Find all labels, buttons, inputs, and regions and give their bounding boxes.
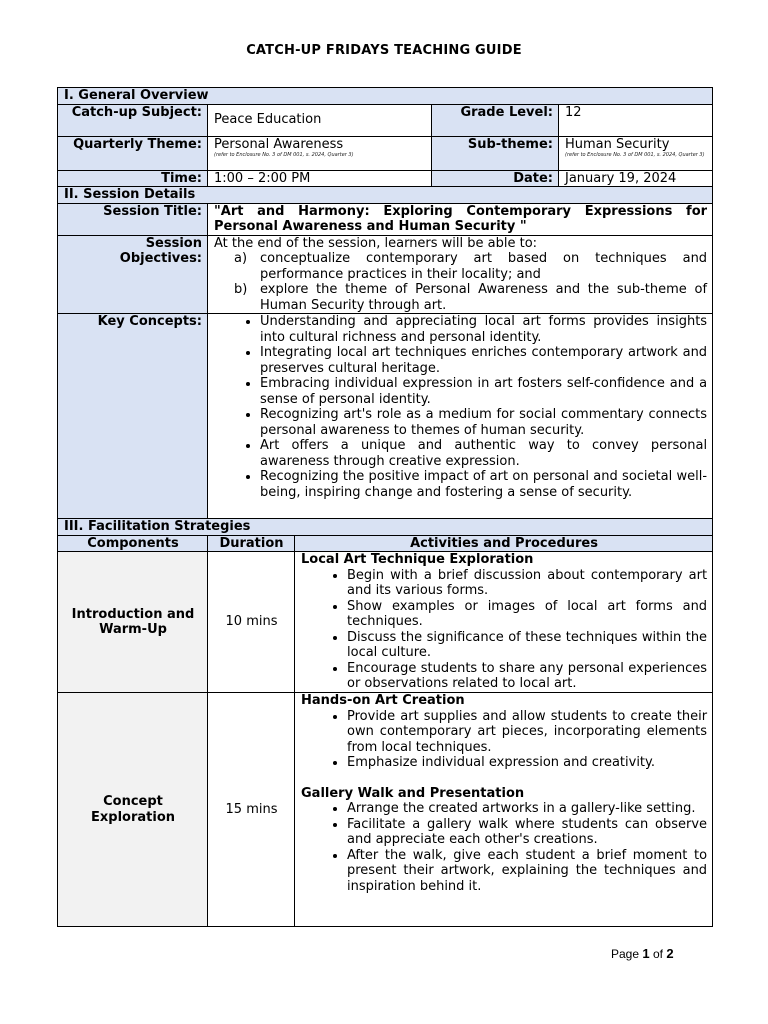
activity-item: • After the walk, give each student a brief moment to present their artwork, explaining the techniques and inspiration behind it.	[347, 848, 707, 895]
subtheme-cell	[559, 136, 713, 170]
section-facilitation: III. Facilitation Strategies	[58, 519, 713, 536]
col-activities: Activities and Procedures	[295, 535, 713, 552]
objective-item: b) explore the theme of Personal Awareness and the sub-theme of Human Security through art.	[234, 282, 708, 313]
time-label: Time:	[58, 170, 208, 187]
key-concepts-list	[214, 314, 707, 500]
theme-reference: (refer to Enclosure No. 3 of DM 001, s. 2024, Quarter 3)	[214, 152, 354, 158]
objectives-cell	[208, 235, 713, 314]
subject-label: Catch-up Subject:	[58, 104, 208, 136]
section-general-overview: I. General Overview	[58, 88, 713, 105]
key-concept-item: • Recognizing the positive impact of art on personal and societal well-being, inspiring change and fostering a sense of security.	[260, 469, 707, 500]
date-value: January 19, 2024	[559, 170, 713, 187]
activities-concept-exploration	[295, 693, 713, 927]
activities-introduction	[295, 552, 713, 693]
activity-item: • Provide art supplies and allow students to create their own contemporary art pieces, incorporating elements from local techniques.	[347, 709, 707, 756]
teaching-guide-table	[57, 87, 713, 927]
subtheme-reference: (refer to Enclosure No. 3 of DM 001, s. 2024, Quarter 3)	[565, 152, 705, 158]
key-concepts-label: Key Concepts:	[58, 314, 208, 519]
activity-item: • Show examples or images of local art forms and techniques.	[347, 599, 707, 630]
key-concept-item: • Recognizing art's role as a medium for social commentary connects personal awareness to themes of human security.	[260, 407, 707, 438]
page-total: 2	[666, 946, 674, 961]
component-concept-exploration: Concept Exploration	[58, 693, 208, 927]
activity-item: • Begin with a brief discussion about contemporary art and its various forms.	[347, 568, 707, 599]
key-concept-item: • Art offers a unique and authentic way to convey personal awareness through creative expression.	[260, 438, 707, 469]
date-label: Date:	[432, 170, 559, 187]
duration-concept-exploration: 15 mins	[208, 693, 295, 927]
key-concept-item: • Integrating local art techniques enriches contemporary artwork and preserves cultural heritage.	[260, 345, 707, 376]
activity-item: • Emphasize individual expression and creativity.	[347, 755, 707, 771]
activity-list	[301, 801, 707, 894]
session-title-value: "Art and Harmony: Exploring Contemporary Expressions for Personal Awareness and Human Security "	[208, 203, 713, 235]
theme-value: Personal Awareness	[214, 136, 344, 152]
activity-item: • Facilitate a gallery walk where students can observe and appreciate each other's creations.	[347, 817, 707, 848]
objectives-intro: At the end of the session, learners will be able to:	[214, 235, 538, 251]
subject-value: Peace Education	[208, 104, 432, 136]
theme-cell	[208, 136, 432, 170]
time-value: 1:00 – 2:00 PM	[208, 170, 432, 187]
objective-item: a) conceptualize contemporary art based on techniques and performance practices in their locality; and	[234, 251, 708, 282]
component-introduction: Introduction and Warm-Up	[58, 552, 208, 693]
page-of-word: of	[652, 947, 663, 961]
activity-item: • Encourage students to share any personal experiences or observations related to local art.	[347, 661, 707, 692]
activity-item: • Arrange the created artworks in a gallery-like setting.	[347, 801, 707, 817]
key-concept-item: • Understanding and appreciating local art forms provides insights into cultural richness and personal identity.	[260, 314, 707, 345]
page-word: Page	[611, 947, 640, 961]
theme-label: Quarterly Theme:	[58, 136, 208, 170]
page-current: 1	[642, 946, 650, 961]
col-components: Components	[58, 535, 208, 552]
grade-label: Grade Level:	[432, 104, 559, 136]
page-number	[611, 946, 674, 961]
activity-title: Local Art Technique Exploration	[301, 552, 534, 567]
document-title: CATCH-UP FRIDAYS TEACHING GUIDE	[246, 43, 522, 58]
key-concept-item: • Embracing individual expression in art fosters self-confidence and a sense of personal identity.	[260, 376, 707, 407]
objectives-list	[214, 251, 707, 313]
activity-item: • Discuss the significance of these techniques within the local culture.	[347, 630, 707, 661]
duration-introduction: 10 mins	[208, 552, 295, 693]
col-duration: Duration	[208, 535, 295, 552]
activity-list	[301, 568, 707, 692]
key-concepts-cell	[208, 314, 713, 519]
subtheme-value: Human Security	[565, 136, 670, 152]
section-session-details: II. Session Details	[58, 187, 713, 204]
objectives-label: Session Objectives:	[58, 235, 208, 314]
grade-value: 12	[559, 104, 713, 136]
activity-list	[301, 709, 707, 771]
session-title-label: Session Title:	[58, 203, 208, 235]
activity-title: Gallery Walk and Presentation	[301, 785, 525, 801]
activity-title: Hands-on Art Creation	[301, 693, 465, 708]
subtheme-label: Sub-theme:	[432, 136, 559, 170]
